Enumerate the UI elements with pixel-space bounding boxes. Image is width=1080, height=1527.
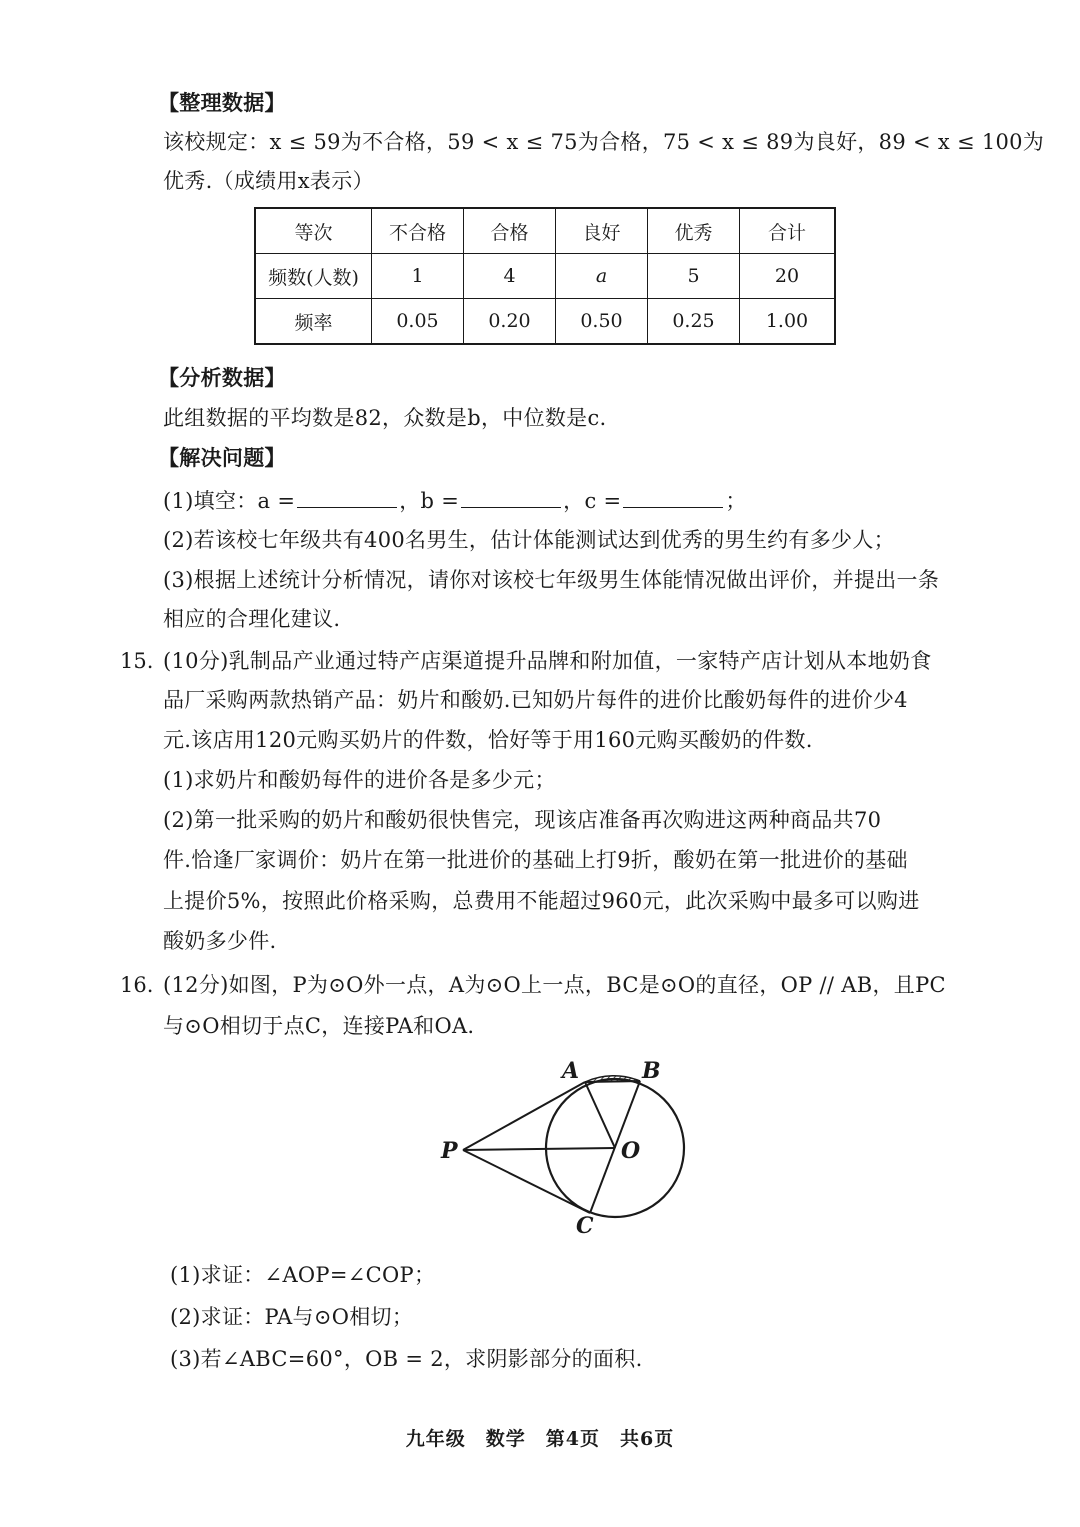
table-cell: 0.05 [372, 299, 464, 345]
question-3-line1: (3)根据上述统计分析情况，请你对该校七年级男生体能情况做出评价，并提出一条 [163, 568, 940, 592]
label-o: O [621, 1138, 641, 1164]
problem-15-sub2-line1: (2)第一批采购的奶片和酸奶很快售完，现该店准备再次购进这两种商品共70 [163, 808, 882, 832]
chord-ab [585, 1081, 640, 1082]
problem-16-line1: (12分)如图，P为⊙O外一点，A为⊙O上一点，BC是⊙O的直径，OP // AB，且PC [163, 973, 946, 997]
table-header-cell: 良好 [556, 208, 648, 254]
problem-16-line2: 与⊙O相切于点C，连接PA和OA. [163, 1014, 475, 1038]
label-p: P [441, 1138, 458, 1164]
q1-c-label: ，c = [563, 489, 622, 513]
problem-15-line1: (10分)乳制品产业通过特产店渠道提升品牌和附加值，一家特产店计划从本地奶食 [163, 649, 932, 673]
problem-15-sub2-line3: 上提价5%，按照此价格采购，总费用不能超过960元，此次采购中最多可以购进 [163, 889, 920, 913]
table-header-row [255, 208, 835, 254]
question-3-line2: 相应的合理化建议. [163, 607, 341, 631]
table-cell: 1 [372, 254, 464, 299]
table-cell: 4 [464, 254, 556, 299]
heading-solve-problems: 【解决问题】 [158, 445, 286, 470]
q1-b-label: ，b = [399, 489, 460, 513]
problem-15-sub2-line2: 件.恰逢厂家调价：奶片在第一批进价的基础上打9折，酸奶在第一批进价的基础 [163, 848, 908, 872]
table-header-cell: 不合格 [372, 208, 464, 254]
label-a: A [562, 1058, 580, 1084]
problem-16-sub1: (1)求证：∠AOP=∠COP； [170, 1263, 436, 1287]
grading-rule-line1: 该校规定：x ≤ 59为不合格，59 < x ≤ 75为合格，75 < x ≤ 89为良好，89 < x ≤ 100为 [163, 130, 1045, 154]
analysis-text: 此组数据的平均数是82，众数是b，中位数是c. [163, 406, 607, 430]
heading-organize-data: 【整理数据】 [158, 90, 286, 115]
page-footer: 九年级 数学 第4页 共6页 [405, 1428, 675, 1450]
label-b: B [642, 1058, 661, 1084]
table-cell: 0.50 [556, 299, 648, 345]
table-header-cell: 等次 [255, 208, 372, 254]
table-header-cell: 合格 [464, 208, 556, 254]
table-row [255, 299, 835, 345]
answer-blank-a[interactable] [297, 489, 397, 508]
table-cell: 频率 [255, 299, 372, 345]
problem-16-sub2: (2)求证：PA与⊙O相切； [170, 1305, 414, 1329]
problem-15-sub1: (1)求奶片和酸奶每件的进价各是多少元； [163, 768, 556, 792]
label-c: C [576, 1213, 594, 1239]
grading-rule-line2: 优秀.（成绩用x表示） [163, 169, 374, 193]
table-header-cell: 优秀 [648, 208, 740, 254]
q1-prefix: (1)填空：a = [163, 489, 296, 513]
segment-po [463, 1148, 615, 1150]
answer-blank-c[interactable] [623, 489, 723, 508]
table-cell: a [556, 254, 648, 299]
problem-16-number: 16. [120, 973, 154, 997]
grade-frequency-table [254, 207, 836, 345]
table-cell: 0.25 [648, 299, 740, 345]
table-cell: 频数(人数) [255, 254, 372, 299]
problem-15-line2: 品厂采购两款热销产品：奶片和酸奶.已知奶片每件的进价比酸奶每件的进价少4 [163, 688, 908, 712]
answer-blank-b[interactable] [461, 489, 561, 508]
q1-end: ； [725, 489, 747, 513]
problem-15-line3: 元.该店用120元购买奶片的件数，恰好等于用160元购买酸奶的件数. [163, 728, 813, 752]
table-cell: 5 [648, 254, 740, 299]
table-cell: 1.00 [740, 299, 836, 345]
problem-16-sub3: (3)若∠ABC=60°，OB = 2，求阴影部分的面积. [170, 1347, 643, 1371]
table-cell: 0.20 [464, 299, 556, 345]
problem-15-sub2-line4: 酸奶多少件. [163, 929, 277, 953]
tangent-pa [463, 1082, 585, 1150]
table-cell: 20 [740, 254, 836, 299]
question-2: (2)若该校七年级共有400名男生，估计体能测试达到优秀的男生约有多少人； [163, 528, 895, 552]
circle-tangent-figure [430, 1052, 700, 1242]
segment-oa [585, 1082, 615, 1148]
question-1-fill-blank [163, 486, 747, 516]
table-header-cell: 合计 [740, 208, 836, 254]
tangent-pc [463, 1150, 590, 1213]
problem-15-number: 15. [120, 649, 154, 673]
table-row [255, 254, 835, 299]
heading-analyze-data: 【分析数据】 [158, 365, 286, 390]
